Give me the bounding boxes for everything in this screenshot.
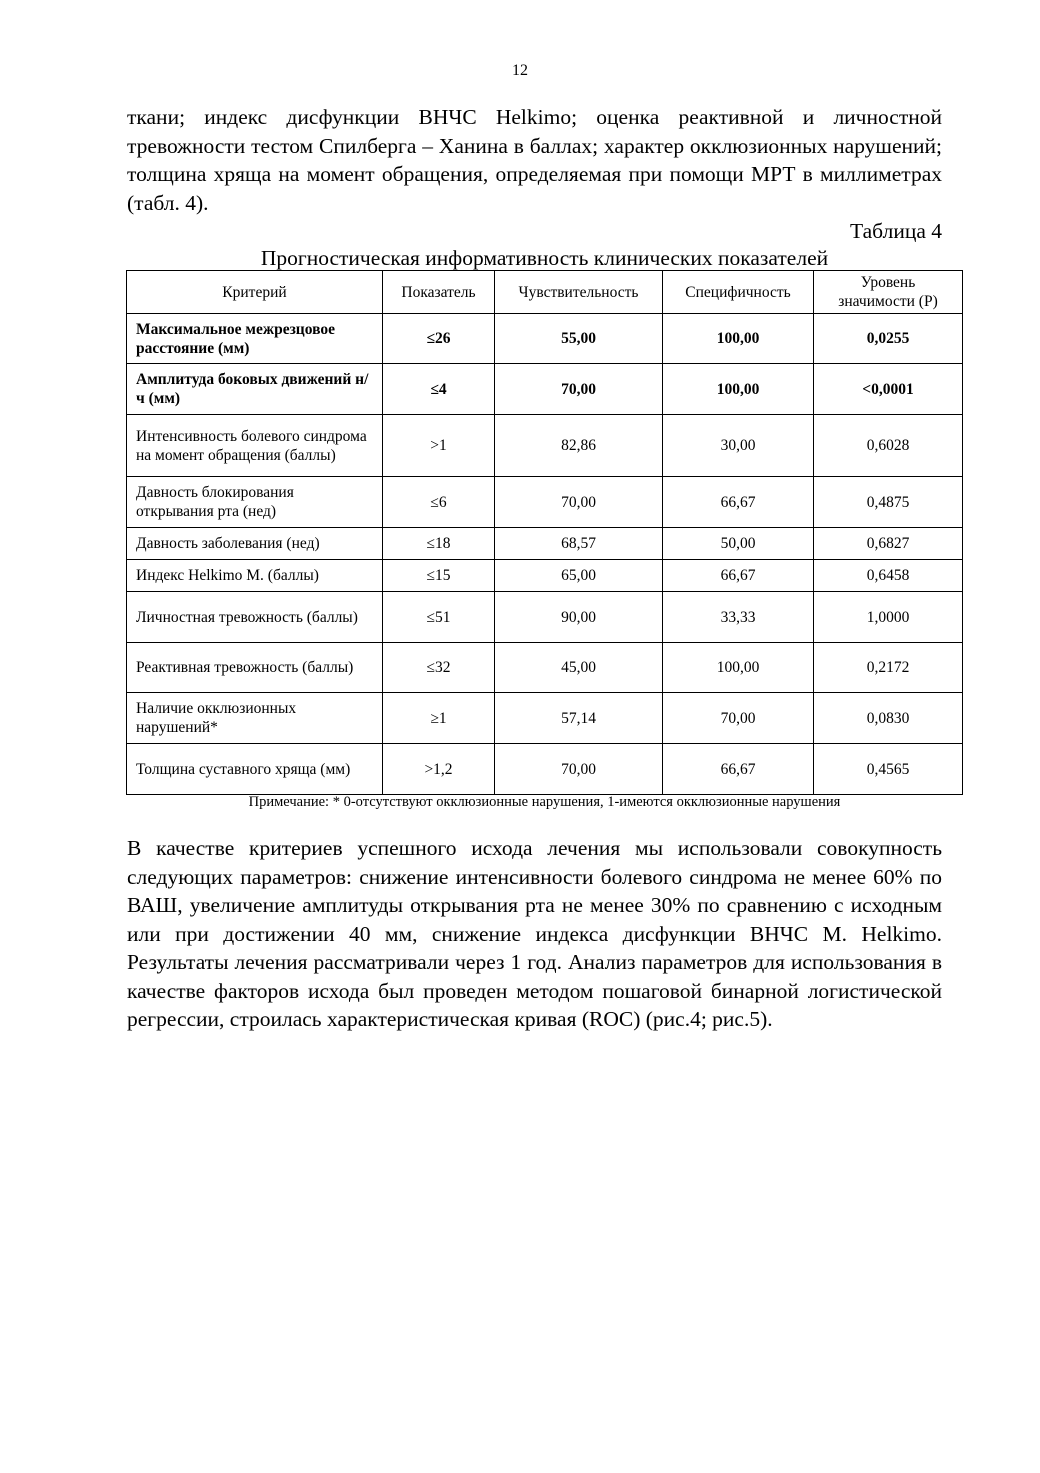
cell-significance: 0,0255 xyxy=(814,314,963,364)
cell-sensitivity: 82,86 xyxy=(495,415,663,477)
cell-criterion: Личностная тревожность (баллы) xyxy=(127,592,383,643)
cell-indicator: ≤15 xyxy=(383,560,495,592)
table-row xyxy=(127,592,963,643)
cell-specificity: 100,00 xyxy=(663,643,814,693)
header-indicator: Показатель xyxy=(383,271,495,314)
table-row xyxy=(127,415,963,477)
cell-specificity: 70,00 xyxy=(663,693,814,744)
header-criterion: Критерий xyxy=(127,271,383,314)
cell-sensitivity: 68,57 xyxy=(495,528,663,560)
table-note: Примечание: * 0-отсутствуют окклюзионные нарушения, 1-имеются окклюзионные нарушения xyxy=(248,794,841,810)
cell-specificity: 66,67 xyxy=(663,560,814,592)
table-header-row xyxy=(127,271,963,314)
cell-indicator: ≤26 xyxy=(383,314,495,364)
cell-significance: 1,0000 xyxy=(814,592,963,643)
cell-sensitivity: 45,00 xyxy=(495,643,663,693)
cell-specificity: 66,67 xyxy=(663,477,814,528)
page-number: 12 xyxy=(512,62,528,79)
header-specificity: Специфичность xyxy=(663,271,814,314)
cell-indicator: ≤18 xyxy=(383,528,495,560)
cell-sensitivity: 55,00 xyxy=(495,314,663,364)
cell-significance: 0,0830 xyxy=(814,693,963,744)
cell-significance: <0,0001 xyxy=(814,364,963,415)
cell-significance: 0,6458 xyxy=(814,560,963,592)
cell-indicator: ≤32 xyxy=(383,643,495,693)
cell-significance: 0,6028 xyxy=(814,415,963,477)
paragraph-criteria: В качестве критериев успешного исхода лечения мы использовали совокупность следующих параметров: снижение интенсивности болевого синдрома не менее 60% по ВАШ, увеличение амплитуды открывания рта не менее 30% по сравнению с исходным или при достижении 40 мм, снижение индекса дисфункции ВНЧС M. Helkimo. Результаты лечения рассматривали через 1 год. Анализ параметров для использования в качестве факторов исхода был проведен методом пошаговой бинарной логистической регрессии, строилась характеристическая кривая (ROC) (рис.4; рис.5). xyxy=(127,836,942,1031)
table-row xyxy=(127,314,963,364)
table-row xyxy=(127,477,963,528)
cell-specificity: 50,00 xyxy=(663,528,814,560)
cell-criterion: Наличие окклюзионных нарушений* xyxy=(127,693,383,744)
cell-indicator: ≤51 xyxy=(383,592,495,643)
table-row xyxy=(127,528,963,560)
table-row xyxy=(127,560,963,592)
cell-significance: 0,6827 xyxy=(814,528,963,560)
cell-criterion: Реактивная тревожность (баллы) xyxy=(127,643,383,693)
cell-significance: 0,4875 xyxy=(814,477,963,528)
cell-specificity: 30,00 xyxy=(663,415,814,477)
cell-sensitivity: 57,14 xyxy=(495,693,663,744)
table-row xyxy=(127,364,963,415)
cell-specificity: 100,00 xyxy=(663,364,814,415)
cell-criterion: Максимальное межрезцовое расстояние (мм) xyxy=(127,314,383,364)
paragraph-intro: ткани; индекс дисфункции ВНЧС Helkimo; оценка реактивной и личностной тревожности тестом Спилберга – Ханина в баллах; характер окклюзионных нарушений; толщина хряща на момент обращения, определяемая при помощи МРТ в миллиметрах (табл. 4). xyxy=(127,105,942,215)
table-row xyxy=(127,693,963,744)
table-row xyxy=(127,643,963,693)
table-label: Таблица 4 xyxy=(850,219,942,243)
cell-criterion: Давность заболевания (нед) xyxy=(127,528,383,560)
cell-sensitivity: 70,00 xyxy=(495,364,663,415)
cell-sensitivity: 70,00 xyxy=(495,477,663,528)
cell-criterion: Толщина суставного хряща (мм) xyxy=(127,744,383,795)
header-significance: Уровень значимости (P) xyxy=(814,271,963,314)
cell-sensitivity: 90,00 xyxy=(495,592,663,643)
cell-significance: 0,2172 xyxy=(814,643,963,693)
cell-significance: 0,4565 xyxy=(814,744,963,795)
cell-indicator: ≤4 xyxy=(383,364,495,415)
cell-criterion: Давность блокирования открывания рта (нед) xyxy=(127,477,383,528)
cell-criterion: Интенсивность болевого синдрома на момент обращения (баллы) xyxy=(127,415,383,477)
cell-sensitivity: 65,00 xyxy=(495,560,663,592)
table-title: Прогностическая информативность клинических показателей xyxy=(260,246,829,270)
table-row xyxy=(127,744,963,795)
cell-specificity: 33,33 xyxy=(663,592,814,643)
cell-criterion: Индекс Helkimo M. (баллы) xyxy=(127,560,383,592)
cell-specificity: 100,00 xyxy=(663,314,814,364)
cell-criterion: Амплитуда боковых движений н/ч (мм) xyxy=(127,364,383,415)
header-sensitivity: Чувствительность xyxy=(495,271,663,314)
cell-indicator: ≤6 xyxy=(383,477,495,528)
cell-indicator: >1 xyxy=(383,415,495,477)
cell-indicator: >1,2 xyxy=(383,744,495,795)
prognostic-table xyxy=(126,270,963,795)
cell-indicator: ≥1 xyxy=(383,693,495,744)
cell-specificity: 66,67 xyxy=(663,744,814,795)
cell-sensitivity: 70,00 xyxy=(495,744,663,795)
